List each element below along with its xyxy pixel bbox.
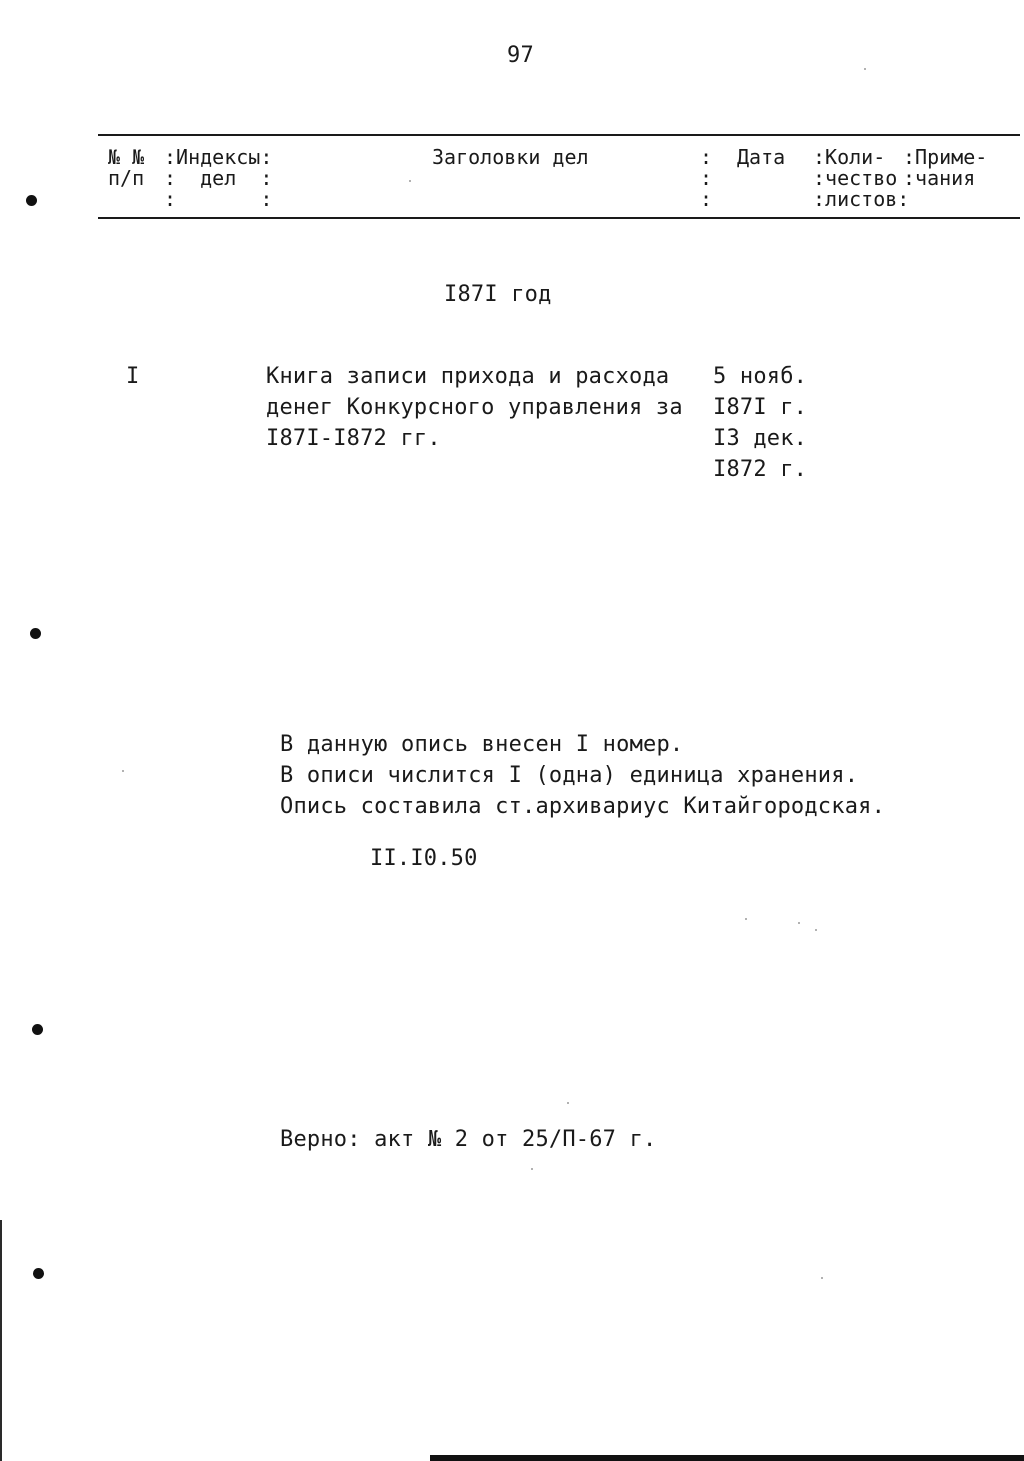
scan-speck bbox=[815, 929, 817, 931]
scan-speck bbox=[821, 1277, 823, 1279]
scan-edge-bottom bbox=[430, 1455, 1024, 1461]
punch-hole bbox=[26, 195, 37, 206]
header-col-separator: : : : bbox=[700, 145, 713, 211]
scan-speck bbox=[745, 918, 747, 920]
summary-date: II.I0.50 bbox=[370, 846, 478, 871]
section-year: I87I год bbox=[444, 282, 552, 307]
scan-speck bbox=[531, 1168, 533, 1170]
scan-speck bbox=[567, 1102, 569, 1104]
scan-speck bbox=[864, 68, 866, 70]
summary-line-1: В данную опись внесен I номер. bbox=[280, 732, 684, 757]
header-bottom-rule bbox=[98, 217, 1020, 219]
verification-note: Верно: акт № 2 от 25/П-67 г. bbox=[280, 1127, 657, 1152]
header-col-date: Дата bbox=[737, 145, 786, 169]
header-col-title: Заголовки дел bbox=[432, 145, 589, 169]
header-col-notes: :Приме- :чания bbox=[903, 145, 988, 190]
header-col-count: :Коли- :чество :листов: bbox=[813, 145, 910, 211]
entry-number: I bbox=[126, 364, 140, 389]
header-top-rule bbox=[98, 134, 1020, 136]
punch-hole bbox=[33, 1268, 44, 1279]
summary-line-3: Опись составила ст.архивариус Китайгородская. bbox=[280, 794, 886, 819]
punch-hole bbox=[30, 628, 41, 639]
scan-speck bbox=[122, 770, 124, 772]
punch-hole bbox=[32, 1024, 43, 1035]
header-col-index: :Индексы: : дел : : : bbox=[164, 145, 273, 211]
scan-edge-left bbox=[0, 1220, 2, 1461]
entry-title: Книга записи прихода и расхода денег Конкурсного управления за I87I-I872 гг. bbox=[266, 364, 683, 451]
entry-date: 5 нояб. I87I г. I3 дек. I872 г. bbox=[713, 364, 808, 482]
page-number: 97 bbox=[507, 43, 534, 68]
scan-speck bbox=[798, 922, 800, 924]
summary-line-2: В описи числится I (одна) единица хранения. bbox=[280, 763, 859, 788]
header-col-number: № № п/п bbox=[108, 145, 145, 190]
scan-speck bbox=[409, 180, 411, 182]
